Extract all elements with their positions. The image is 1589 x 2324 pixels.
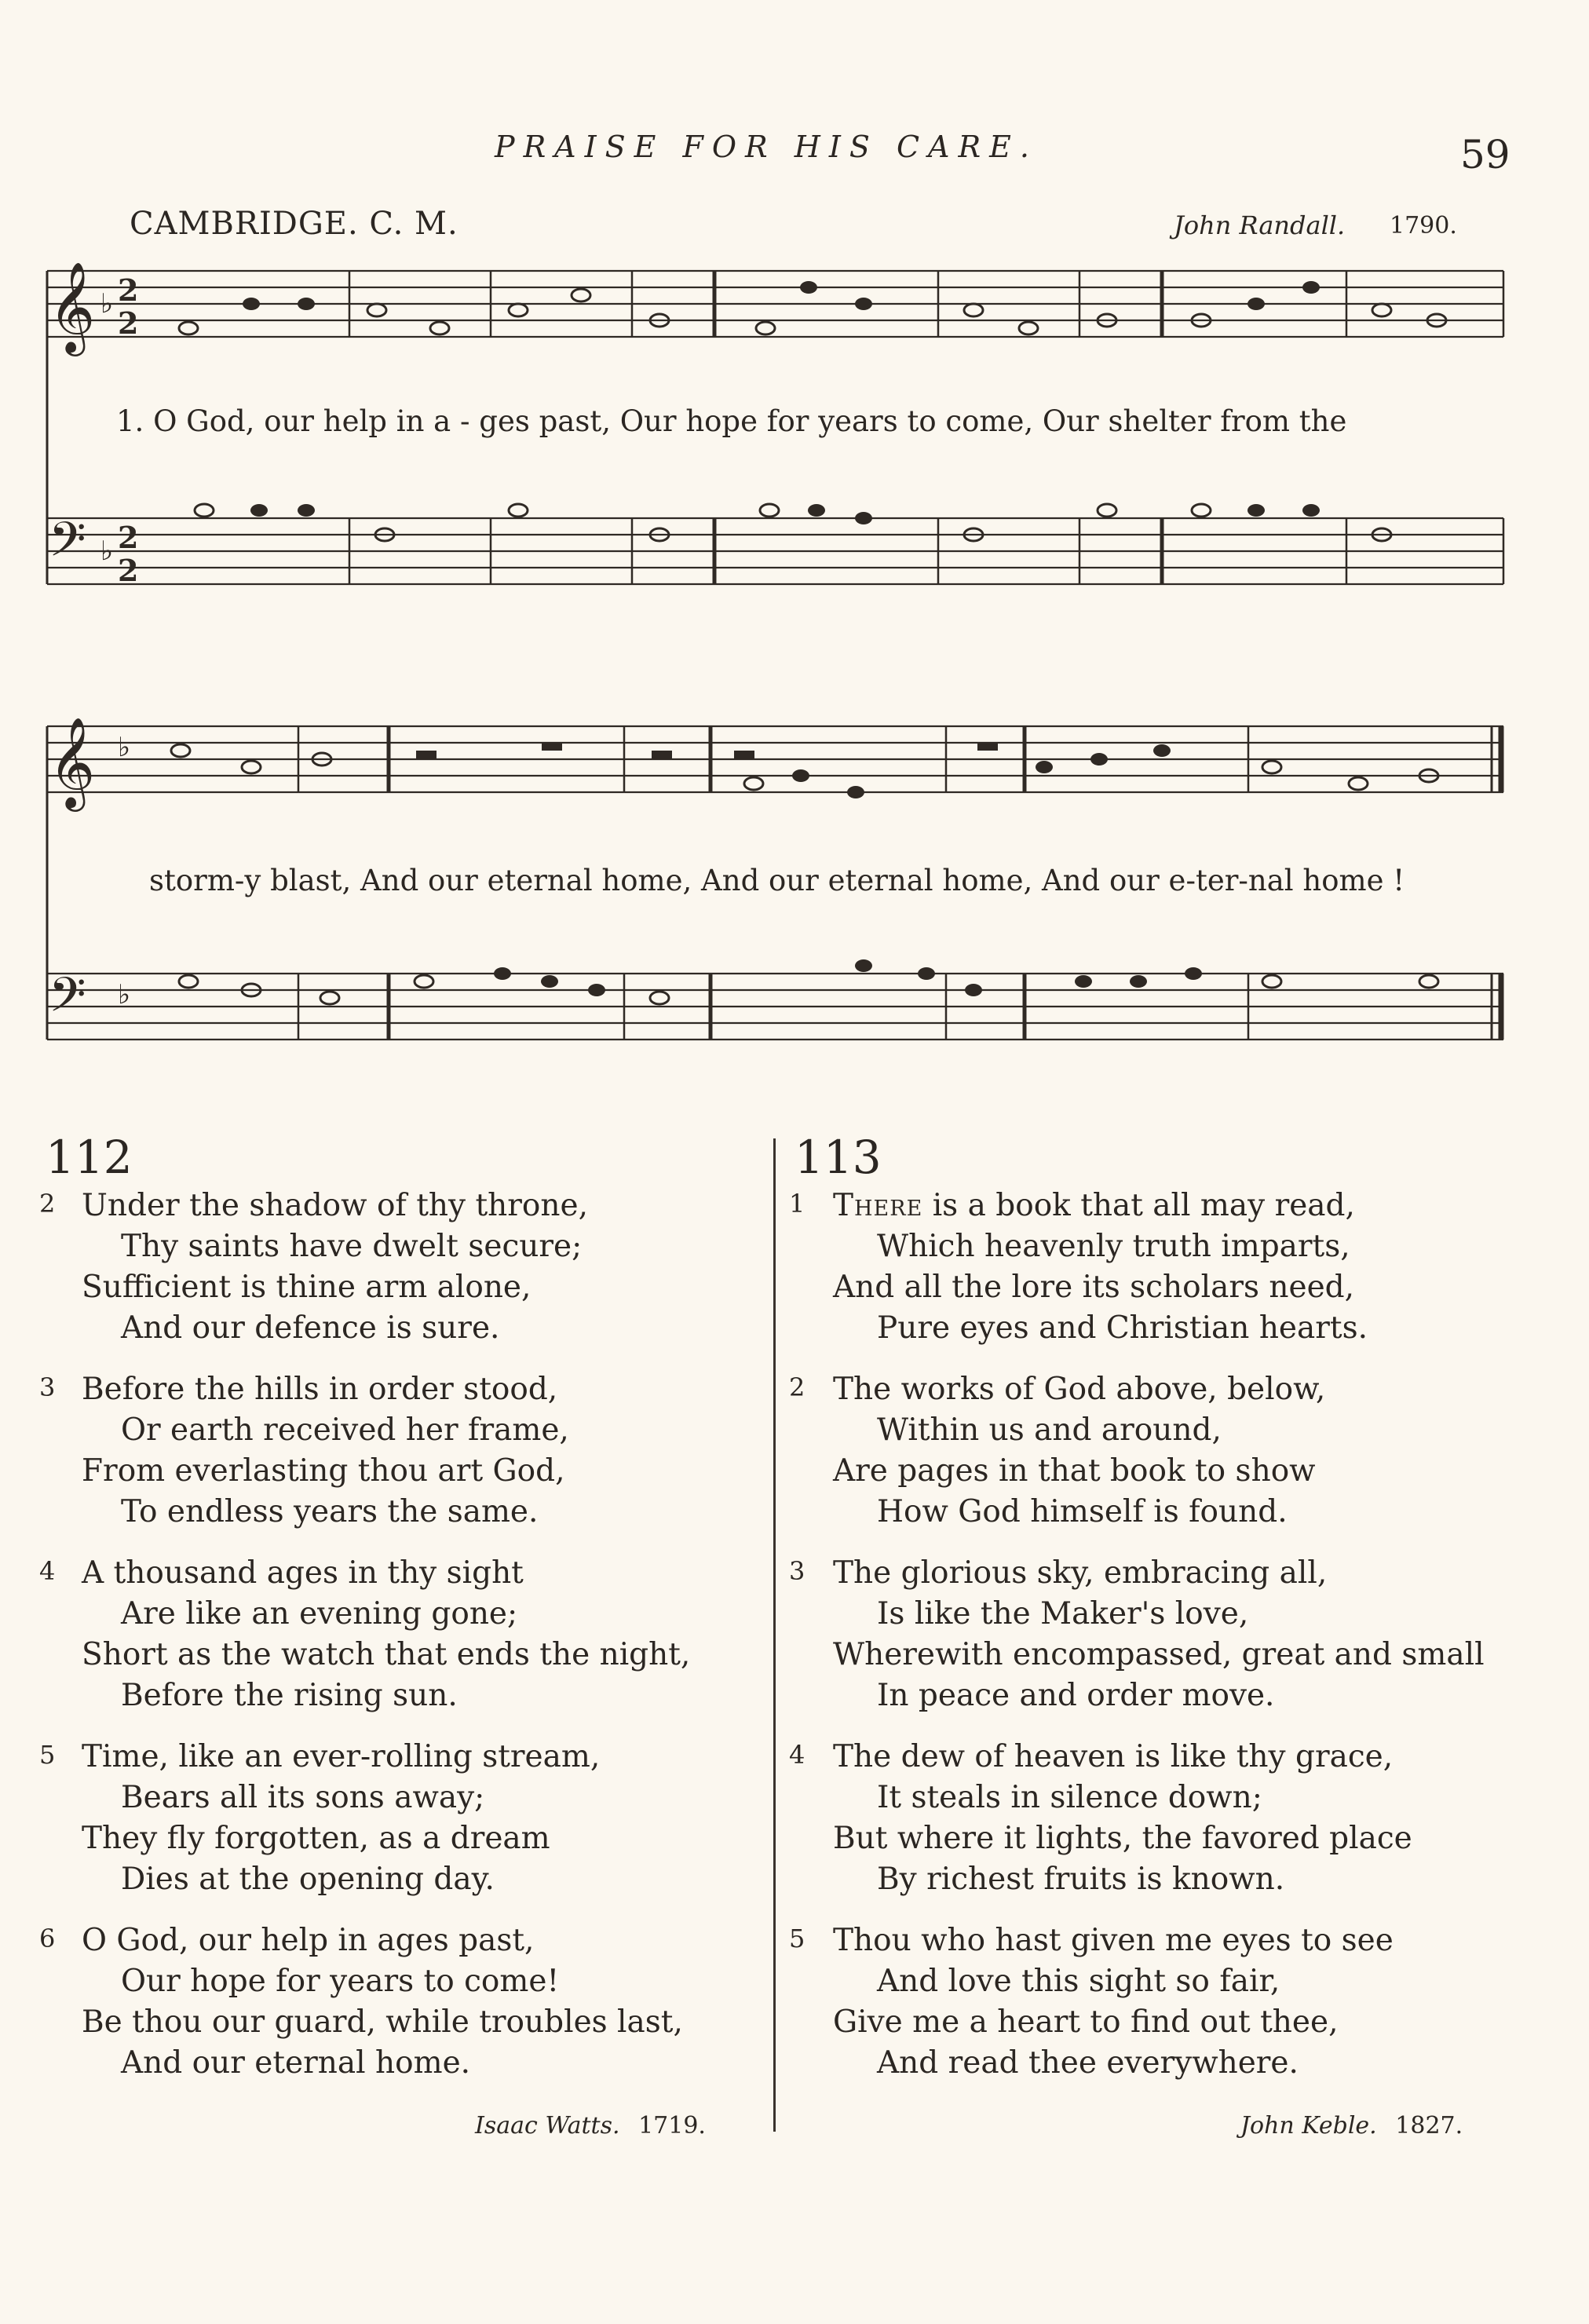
staff-bass-1 (47, 518, 1503, 584)
verse-line: The dew of heaven is like thy grace, (833, 1739, 1394, 1774)
verse-line: Give me a heart to find out thee, (833, 2004, 1339, 2040)
verse-line: Our hope for years to come! (121, 1964, 560, 1999)
svg-text:2: 2 (118, 305, 139, 341)
treble-clef: 𝄞 (49, 261, 96, 353)
verse-line: Is like the Maker's love, (877, 1596, 1249, 1632)
verse-line: Are like an evening gone; (121, 1596, 518, 1632)
verse-line: And love this sight so fair, (877, 1964, 1280, 1999)
verse-number: 3 (39, 1372, 56, 1402)
verse-line: And read thee everywhere. (877, 2045, 1299, 2081)
verse (789, 1369, 1496, 1533)
composer-year: 1790. (1390, 212, 1457, 239)
verse-line: Pure eyes and Christian hearts. (877, 1310, 1368, 1346)
author-name: Isaac Watts. (475, 2112, 620, 2139)
verse-line: Before the rising sun. (121, 1678, 458, 1713)
verse-line: Under the shadow of thy throne, (82, 1188, 588, 1223)
verse-line: Sufficient is thine arm alone, (82, 1270, 531, 1305)
verse-line: Within us and around, (877, 1412, 1222, 1448)
verse-line: And our defence is sure. (121, 1310, 500, 1346)
verse-number: 2 (39, 1189, 56, 1219)
verse-line: From everlasting thou art God, (82, 1453, 565, 1489)
verse-line: The works of God above, below, (833, 1372, 1326, 1407)
verse-line (789, 1186, 1496, 1226)
author-hymn-112 (475, 2112, 706, 2139)
page-number: 59 (1460, 132, 1510, 177)
composer: John Randall. (1174, 210, 1346, 240)
verse-line: Which heavenly truth imparts, (877, 1229, 1350, 1264)
verse-line-rest: is a book that all may read, (922, 1188, 1355, 1223)
verse-line: Thou who hast given me eyes to see (833, 1923, 1394, 1958)
svg-text:2: 2 (118, 272, 139, 308)
verse (39, 1369, 746, 1533)
verse-line: In peace and order move. (877, 1678, 1275, 1713)
verse-line: It steals in silence down; (877, 1780, 1262, 1815)
verse-number: 2 (789, 1372, 805, 1402)
author-year: 1719. (638, 2112, 706, 2139)
verse-line: O God, our help in ages past, (82, 1923, 535, 1958)
verse (39, 1920, 746, 2084)
svg-text:♭: ♭ (100, 288, 114, 320)
svg-text:2: 2 (118, 520, 139, 555)
verse-line: Are pages in that book to show (833, 1453, 1316, 1489)
verse (789, 1553, 1496, 1716)
verse-line: And all the lore its scholars need, (833, 1270, 1355, 1305)
verse (789, 1186, 1496, 1349)
svg-text:♭: ♭ (100, 535, 114, 567)
author-hymn-113 (1240, 2112, 1463, 2139)
verse-line: Before the hills in order stood, (82, 1372, 558, 1407)
verse-line: Wherewith encompassed, great and small (833, 1637, 1485, 1672)
tune-title: CAMBRIDGE. C. M. (130, 206, 458, 242)
verse (39, 1737, 746, 1900)
verse-line: They fly forgotten, as a dream (82, 1821, 550, 1856)
svg-text:𝄞: 𝄞 (49, 716, 96, 808)
verse-line: The glorious sky, embracing all, (833, 1555, 1328, 1591)
svg-text:2: 2 (118, 553, 139, 588)
verse-line: Dies at the opening day. (121, 1862, 495, 1897)
hymn-number-113: 113 (794, 1131, 882, 1184)
verse-line: Bears all its sons away; (121, 1780, 485, 1815)
music-score (0, 0, 1589, 1099)
svg-text:♭: ♭ (118, 732, 131, 763)
hymn-112-text (39, 1186, 746, 2104)
hymn-number-112: 112 (46, 1131, 133, 1184)
author-name: John Keble. (1240, 2112, 1377, 2139)
first-word: There (833, 1188, 923, 1223)
verse-line: How God himself is found. (877, 1494, 1288, 1529)
verse (789, 1920, 1496, 2084)
verse-number: 4 (789, 1740, 805, 1770)
verse-number: 6 (39, 1924, 56, 1953)
staff-treble-2 (47, 726, 1503, 792)
verse-line: But where it lights, the favored place (833, 1821, 1412, 1856)
verse (39, 1553, 746, 1716)
verse-line: Short as the watch that ends the night, (82, 1637, 691, 1672)
verse-line: A thousand ages in thy sight (82, 1555, 524, 1591)
verse-line: And our eternal home. (121, 2045, 471, 2081)
verse-line: Thy saints have dwelt secure; (121, 1229, 583, 1264)
column-divider (773, 1138, 776, 2132)
staff-bass-2 (47, 974, 1503, 1040)
author-year: 1827. (1395, 2112, 1463, 2139)
verse-line: To endless years the same. (121, 1494, 539, 1529)
verse-number: 4 (39, 1556, 56, 1586)
verse-number: 5 (789, 1924, 805, 1953)
bass-clef: 𝄢 (49, 512, 86, 579)
running-head: PRAISE FOR HIS CARE. (495, 130, 1038, 164)
verse-number: 5 (39, 1740, 56, 1770)
verse-line: Be thou our guard, while troubles last, (82, 2004, 683, 2040)
verse (39, 1186, 746, 1349)
verse-line: Time, like an ever-rolling stream, (82, 1739, 601, 1774)
svg-text:♭: ♭ (118, 979, 131, 1010)
lyrics-system-1: 1. O God, our help in a - ges past, Our hope for years to come, Our shelter from the (116, 404, 1347, 438)
verse-line: Or earth received her frame, (121, 1412, 569, 1448)
svg-text:𝄢: 𝄢 (49, 967, 86, 1035)
lyrics-system-2: storm-y blast, And our eternal home, And our eternal home, And our e-ter-nal home ! (149, 864, 1405, 897)
verse-number: 3 (789, 1556, 805, 1586)
verse (789, 1737, 1496, 1900)
verse-line: By richest fruits is known. (877, 1862, 1285, 1897)
hymn-113-text (789, 1186, 1496, 2104)
verse-number: 1 (789, 1189, 805, 1219)
